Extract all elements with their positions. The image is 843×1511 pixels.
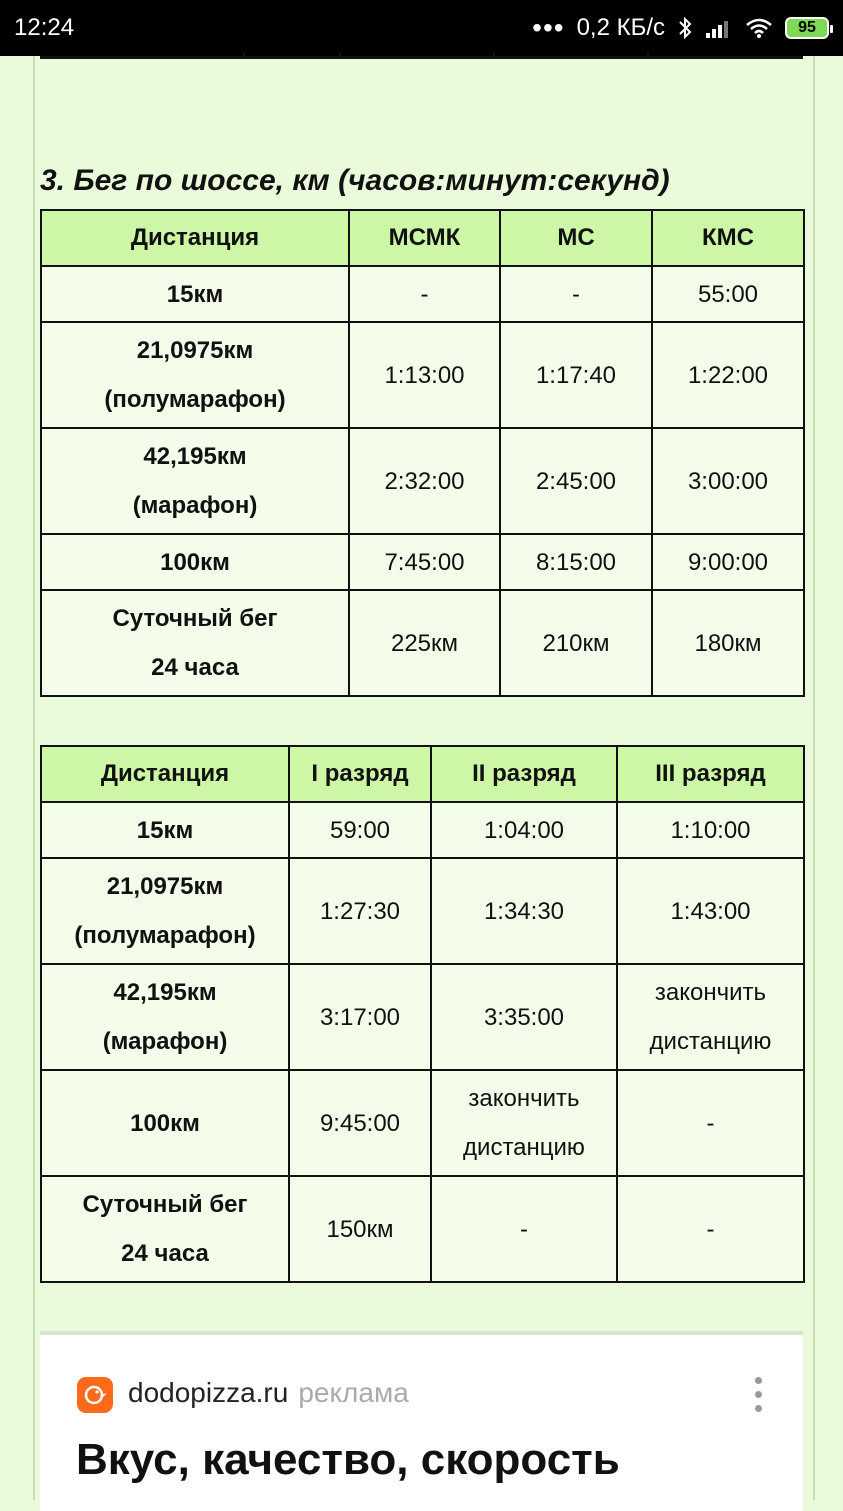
value-cell: 210км	[500, 590, 652, 696]
table-row	[41, 1070, 804, 1176]
value-cell	[617, 964, 804, 1070]
value-cell	[617, 802, 804, 858]
header-ms: МС	[500, 210, 652, 266]
value-cell	[431, 858, 617, 964]
distance-note: (марафон)	[102, 1028, 228, 1055]
value-text: -	[520, 1215, 528, 1243]
distance-note: (полумарафон)	[74, 922, 256, 949]
table-row	[41, 858, 804, 964]
value-cell: -	[349, 266, 500, 322]
more-options-icon[interactable]	[753, 1377, 763, 1417]
value-cell: 1:22:00	[652, 322, 804, 428]
distance-label: 42,195км	[113, 979, 217, 1006]
more-notifications-icon: •••	[532, 12, 565, 43]
value-cell	[431, 802, 617, 858]
value-cell: 2:32:00	[349, 428, 500, 534]
value-text: -	[706, 1109, 715, 1137]
signal-icon	[705, 17, 733, 39]
status-icons	[532, 14, 829, 42]
distance-cell	[41, 428, 349, 534]
header-distance: Дистанция	[41, 746, 289, 802]
value-text: закончить	[654, 979, 767, 1006]
status-time: 12:24	[14, 14, 75, 41]
value-cell: -	[500, 266, 652, 322]
previous-table-bottom-border	[40, 56, 803, 59]
value-cell	[289, 802, 431, 858]
distance-label: 15км	[166, 280, 224, 308]
ad-label: реклама	[298, 1377, 409, 1408]
value-cell	[617, 1176, 804, 1282]
distance-cell	[41, 802, 289, 858]
value-text: 3:17:00	[319, 1003, 401, 1031]
distance-label: 15км	[136, 816, 194, 844]
status-bar	[0, 0, 843, 56]
distance-label: 21,0975км	[106, 873, 224, 900]
value-text: 150км	[326, 1215, 394, 1243]
ad-headline[interactable]: Вкус, качество, скорость	[76, 1435, 620, 1484]
header-rank-1: I разряд	[289, 746, 431, 802]
table-row	[41, 802, 804, 858]
value-text: закончить	[468, 1085, 580, 1112]
distance-cell	[41, 590, 349, 696]
value-text: 1:34:30	[483, 897, 565, 925]
dodo-bird-icon	[81, 1381, 109, 1409]
table-row	[41, 1176, 804, 1282]
ad-domain[interactable]: dodopizza.ru	[128, 1377, 289, 1408]
network-speed: 0,2 КБ/с	[576, 14, 665, 41]
distance-label: 100км	[160, 548, 230, 576]
distance-note: 24 часа	[151, 654, 239, 681]
distance-label: Суточный бег	[112, 605, 278, 632]
value-cell: 1:13:00	[349, 322, 500, 428]
section-title: 3. Бег по шоссе, км (часов:минут:секунд)	[40, 164, 670, 197]
header-rank-3: III разряд	[617, 746, 804, 802]
value-text: 59:00	[329, 816, 391, 844]
value-cell	[289, 1070, 431, 1176]
value-cell	[431, 1070, 617, 1176]
distance-cell	[41, 322, 349, 428]
value-text: -	[706, 1215, 715, 1243]
value-cell	[431, 1176, 617, 1282]
value-cell: 180км	[652, 590, 804, 696]
value-cell	[289, 1176, 431, 1282]
wifi-icon	[745, 17, 773, 39]
distance-note: (марафон)	[132, 492, 258, 519]
table-header-row	[41, 746, 804, 802]
value-cell	[617, 858, 804, 964]
value-cell	[289, 858, 431, 964]
header-msmk: МСМК	[349, 210, 500, 266]
distance-note: 24 часа	[121, 1240, 209, 1267]
table-row	[41, 590, 804, 696]
norms-table-ranks	[40, 745, 805, 1283]
table-row	[41, 534, 804, 590]
value-text: дистанцию	[649, 1028, 772, 1055]
distance-cell	[41, 1070, 289, 1176]
table-row	[41, 964, 804, 1070]
value-cell	[289, 964, 431, 1070]
dodo-logo-icon[interactable]	[77, 1377, 113, 1413]
distance-note: (полумарафон)	[104, 386, 286, 413]
value-cell: 9:00:00	[652, 534, 804, 590]
value-text: 1:10:00	[670, 816, 751, 844]
bluetooth-icon	[677, 16, 693, 40]
ad-card[interactable]	[40, 1331, 803, 1511]
header-distance: Дистанция	[41, 210, 349, 266]
value-text: 9:45:00	[319, 1109, 401, 1137]
ad-domain-link[interactable]	[128, 1377, 409, 1409]
value-cell: 55:00	[652, 266, 804, 322]
value-cell: 2:45:00	[500, 428, 652, 534]
value-cell: 1:17:40	[500, 322, 652, 428]
distance-label: 21,0975км	[136, 337, 254, 364]
value-cell: 8:15:00	[500, 534, 652, 590]
value-text: 1:43:00	[670, 897, 751, 925]
value-cell: 225км	[349, 590, 500, 696]
header-rank-2: II разряд	[431, 746, 617, 802]
battery-icon: 95	[785, 17, 829, 39]
table-row	[41, 322, 804, 428]
header-kms: КМС	[652, 210, 804, 266]
distance-label: 100км	[130, 1109, 200, 1137]
distance-cell	[41, 1176, 289, 1282]
value-cell: 7:45:00	[349, 534, 500, 590]
distance-cell	[41, 266, 349, 322]
value-cell	[431, 964, 617, 1070]
norms-table-masters	[40, 209, 805, 697]
table-header-row	[41, 210, 804, 266]
value-cell: 3:00:00	[652, 428, 804, 534]
value-text: 1:04:00	[483, 816, 565, 844]
table-row	[41, 266, 804, 322]
value-text: дистанцию	[463, 1134, 585, 1161]
value-text: 3:35:00	[483, 1003, 565, 1031]
distance-cell	[41, 858, 289, 964]
value-text: 1:27:30	[319, 897, 401, 925]
distance-cell	[41, 964, 289, 1070]
table-row	[41, 428, 804, 534]
distance-label: 42,195км	[143, 443, 247, 470]
distance-label: Суточный бег	[82, 1191, 248, 1218]
distance-cell	[41, 534, 349, 590]
value-cell	[617, 1070, 804, 1176]
